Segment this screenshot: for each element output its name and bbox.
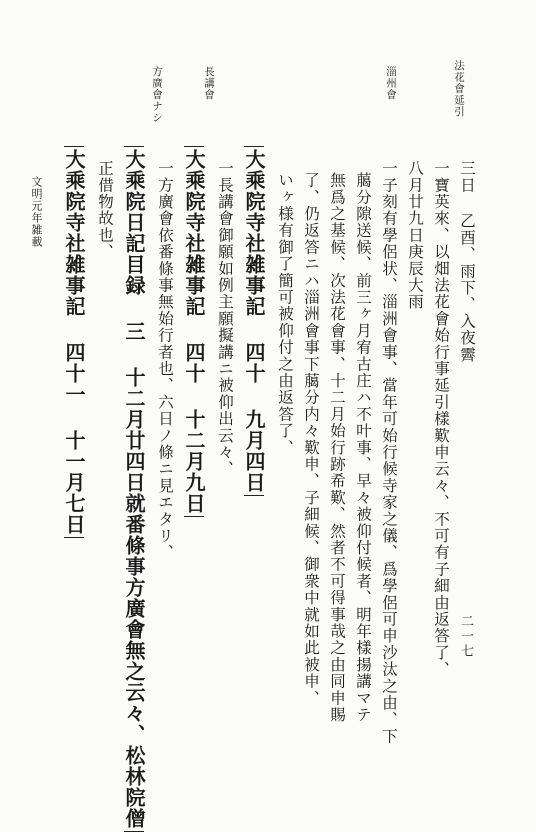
page-number: 二一七 <box>458 614 473 659</box>
source-citation: 大乘院寺社雑事記 四十一 十一月七日 <box>64 146 84 538</box>
text-line: 無爲之基候、次法花會事、十二月始行跡希歎、然者不可得事哉之由同申賜 <box>328 172 346 724</box>
text-line: 一長講會御願如例主願擬講ニ被仰出云々、 <box>216 160 234 478</box>
text-line: 三日 乙酉、雨下、入夜霽 <box>458 160 476 363</box>
margin-note: 長講會 <box>203 66 215 101</box>
source-citation: 大乘院寺社雑事記 四十 九月四日 <box>244 146 264 496</box>
text-line: 八月廿九日庚辰大雨 <box>406 160 424 311</box>
margin-note: 淄州會 <box>385 66 397 101</box>
text-line: 了、仍返答ニハ淄洲會事下﨟分内々歎申、子細候、御衆中就如此被申、 <box>302 172 320 707</box>
text-line: いヶ様有御了簡可被仰付之由返答了、 <box>276 172 294 456</box>
source-citation: 大乘院日記目録 三 十二月廿四日就番條事方廣會無之云々、松林院僧 <box>124 146 144 832</box>
margin-note: 法花會延引 <box>453 60 465 118</box>
running-head: 文明元年雑載 <box>30 176 43 248</box>
text-line: 一子刻有學侶状、淄洲會事、當年可始行候寺家之儀、爲學侶可申沙汰之由、下 <box>380 160 398 745</box>
text-line: 正借物故也、 <box>96 160 114 261</box>
text-line: 一方廣會依番條事無始行者也、六日ノ條ニ見エタリ、 <box>156 160 174 561</box>
margin-note: 方廣會ナシ <box>151 66 163 124</box>
source-citation: 大乘院寺社雑事記 四十 十二月九日 <box>184 146 204 517</box>
text-line: 﨟分隙送候、前三ヶ月宥古庄ハ不叶事、早々被仰付候者、明年樣揚講マテ <box>354 172 372 724</box>
text-line: 一寶英來、以畑法花會始行事延引樣歎申云々、不可有子細由返答了、 <box>432 160 450 678</box>
